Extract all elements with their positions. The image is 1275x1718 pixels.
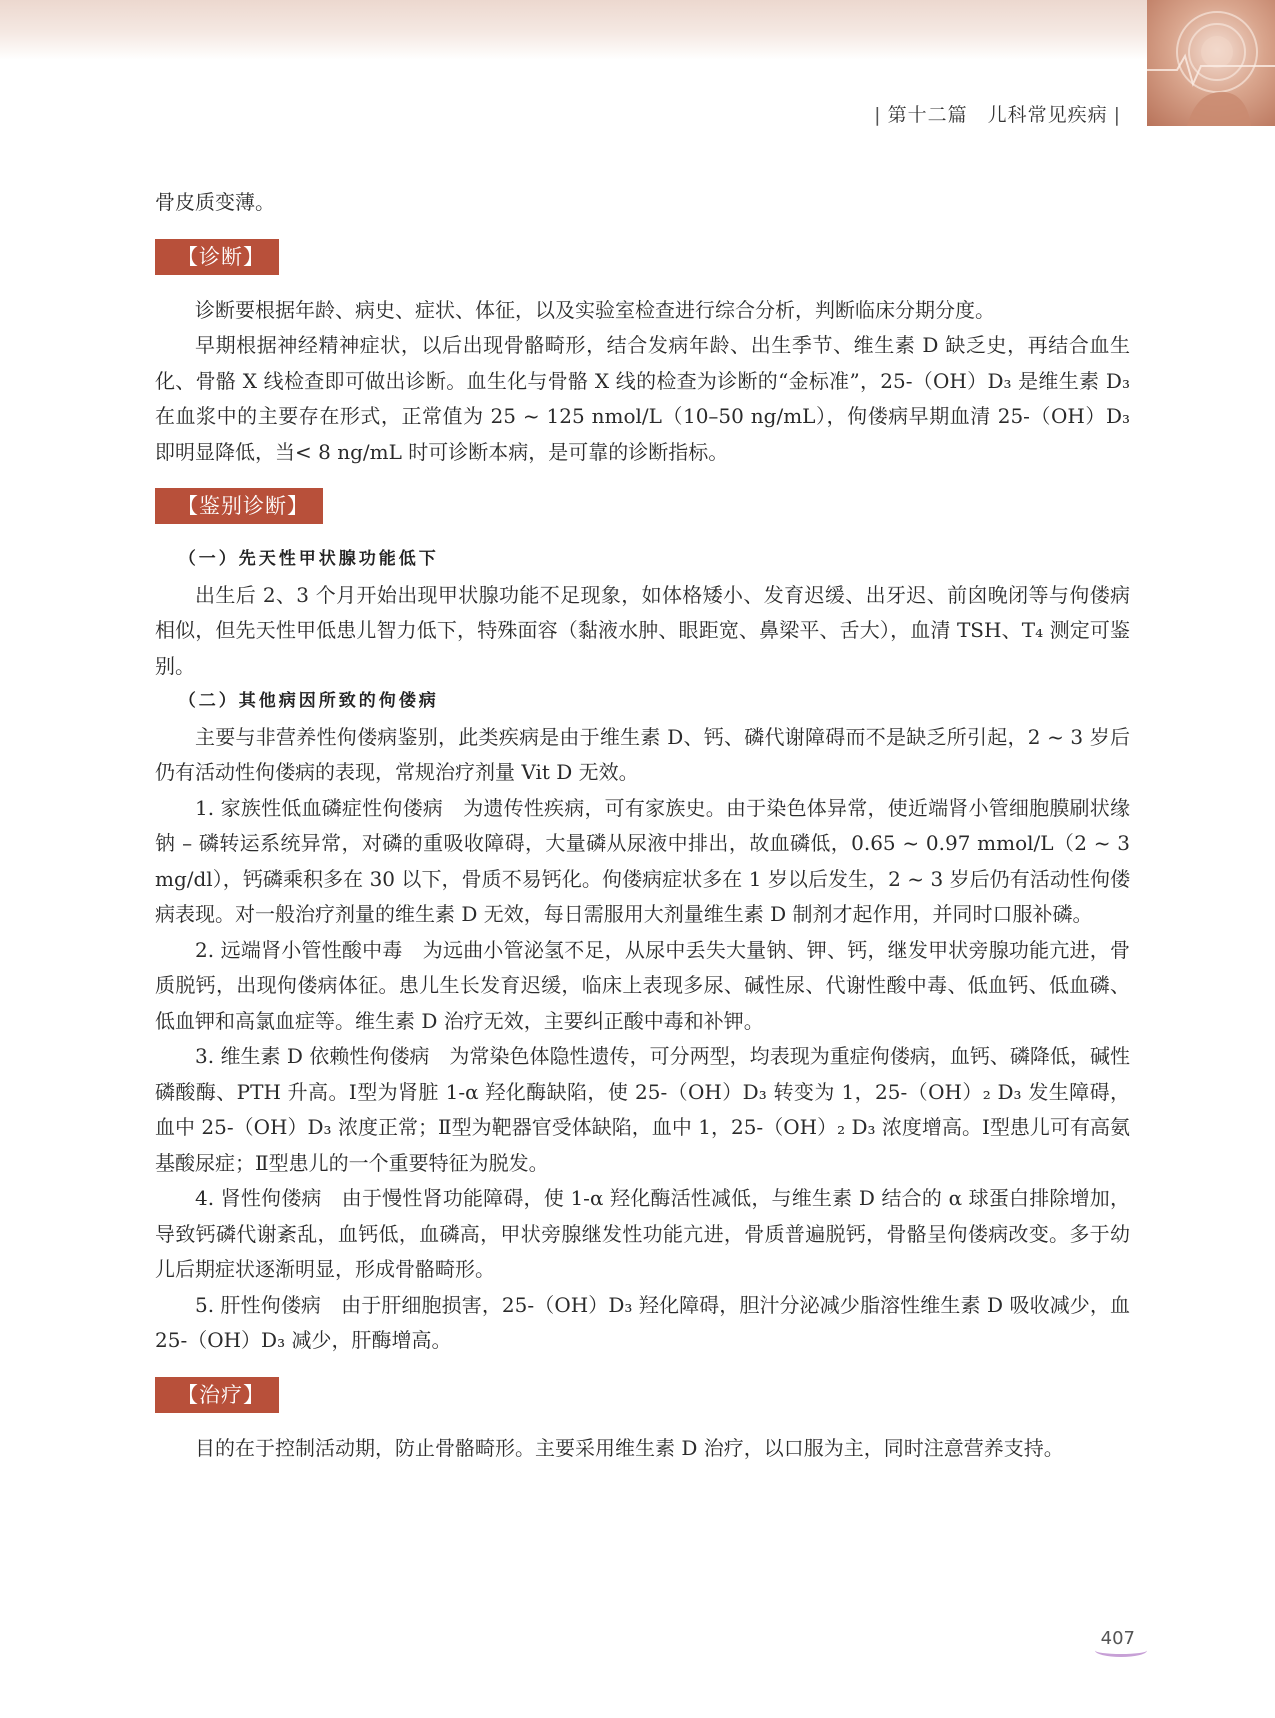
paragraph: 2. 远端肾小管性酸中毒 为远曲小管泌氢不足，从尿中丢失大量钠、钾、钙，继发甲状旁腺功能亢进，骨质脱钙，出现佝偻病体征。患儿生长发育迟缓，临床上表现多尿、碱性尿、代谢性酸中毒、低血钙、低血磷、低血钾和高氯血症等。维生素 D 治疗无效，主要纠正酸中毒和补钾。: [155, 937, 1130, 1033]
paragraph: 5. 肝性佝偻病 由于肝细胞损害，25-（OH）D₃ 羟化障碍，胆汁分泌减少脂溶性维生素 D 吸收减少，血 25-（OH）D₃ 减少，肝酶增高。: [155, 1292, 1130, 1352]
subsection-heading: （一）先天性甲状腺功能低下: [178, 549, 439, 569]
paragraph: 骨皮质变薄。: [155, 190, 275, 214]
corner-decoration-image: [1147, 0, 1275, 126]
paragraph: 3. 维生素 D 依赖性佝偻病 为常染色体隐性遗传，可分两型，均表现为重症佝偻病，血钙、磷降低，碱性磷酸酶、PTH 升高。Ⅰ型为肾脏 1-α 羟化酶缺陷，使 25-（OH）D₃ 转变为 1，25-（OH）₂ D₃ 发生障碍，血中 25-（OH）D₃ 浓度正常；Ⅱ型为靶器官受体缺陷，血中 1，25-（OH）₂ D₃ 浓度增高。Ⅰ型患儿可有高氨基酸尿症；Ⅱ型患儿的一个重要特征为脱发。: [155, 1044, 1130, 1175]
running-head-title: 第十二篇 儿科常见疾病: [887, 104, 1108, 126]
page-number-text: 407: [1100, 1628, 1135, 1649]
section-heading-treatment: 【治疗】: [155, 1377, 279, 1413]
section-heading-differential: 【鉴别诊断】: [155, 488, 323, 524]
subsection-heading: （二）其他病因所致的佝偻病: [178, 691, 439, 711]
paragraph: 1. 家族性低血磷症性佝偻病 为遗传性疾病，可有家族史。由于染色体异常，使近端肾小管细胞膜刷状缘钠 – 磷转运系统异常，对磷的重吸收障碍，大量磷从尿液中排出，故血磷低，0.65 ~ 0.97 mmol/L（2 ~ 3 mg/dl），钙磷乘积多在 30 以下，骨质不易钙化。佝偻病症状多在 1 岁以后发生，2 ~ 3 岁后仍有活动性佝偻病表现。对一般治疗剂量的维生素 D 无效，每日需服用大剂量维生素 D 制剂才起作用，并同时口服补磷。: [155, 795, 1130, 926]
page-number: [1101, 1628, 1135, 1649]
paragraph: 出生后 2、3 个月开始出现甲状腺功能不足现象，如体格矮小、发育迟缓、出牙迟、前囟晚闭等与佝偻病相似，但先天性甲低患儿智力低下，特殊面容（黏液水肿、眼距宽、鼻梁平、舌大），血清 TSH、T₄ 测定可鉴别。: [155, 582, 1130, 678]
paragraph: 目的在于控制活动期，防止骨骼畸形。主要采用维生素 D 治疗，以口服为主，同时注意营养支持。: [195, 1435, 1064, 1460]
page-body: [155, 185, 1130, 1466]
header-band: [0, 0, 1275, 60]
section-heading-diagnosis: 【诊断】: [155, 239, 279, 275]
paragraph: 诊断要根据年龄、病史、症状、体征，以及实验室检查进行综合分析，判断临床分期分度。: [195, 297, 995, 322]
running-head: | 第十二篇 儿科常见疾病 |: [874, 104, 1121, 126]
paragraph: 早期根据神经精神症状，以后出现骨骼畸形，结合发病年龄、出生季节、维生素 D 缺乏史，再结合血生化、骨骼 X 线检查即可做出诊断。血生化与骨骼 X 线的检查为诊断的“金标准”，25-（OH）D₃ 是维生素 D₃ 在血浆中的主要存在形式，正常值为 25 ~ 125 nmol/L（10–50 ng/mL），佝偻病早期血清 25-（OH）D₃ 即明显降低，当< 8 ng/mL 时可诊断本病，是可靠的诊断指标。: [155, 333, 1130, 464]
paragraph: 主要与非营养性佝偻病鉴别，此类疾病是由于维生素 D、钙、磷代谢障碍而不是缺乏所引起，2 ~ 3 岁后仍有活动性佝偻病的表现，常规治疗剂量 Vit D 无效。: [155, 724, 1130, 784]
page-number-arc-decoration: [1095, 1644, 1147, 1657]
paragraph: 4. 肾性佝偻病 由于慢性肾功能障碍，使 1-α 羟化酶活性减低，与维生素 D 结合的 α 球蛋白排除增加，导致钙磷代谢紊乱，血钙低，血磷高，甲状旁腺继发性功能亢进，骨质普遍脱钙，骨骼呈佝偻病改变。多于幼儿后期症状逐渐明显，形成骨骼畸形。: [155, 1186, 1130, 1281]
